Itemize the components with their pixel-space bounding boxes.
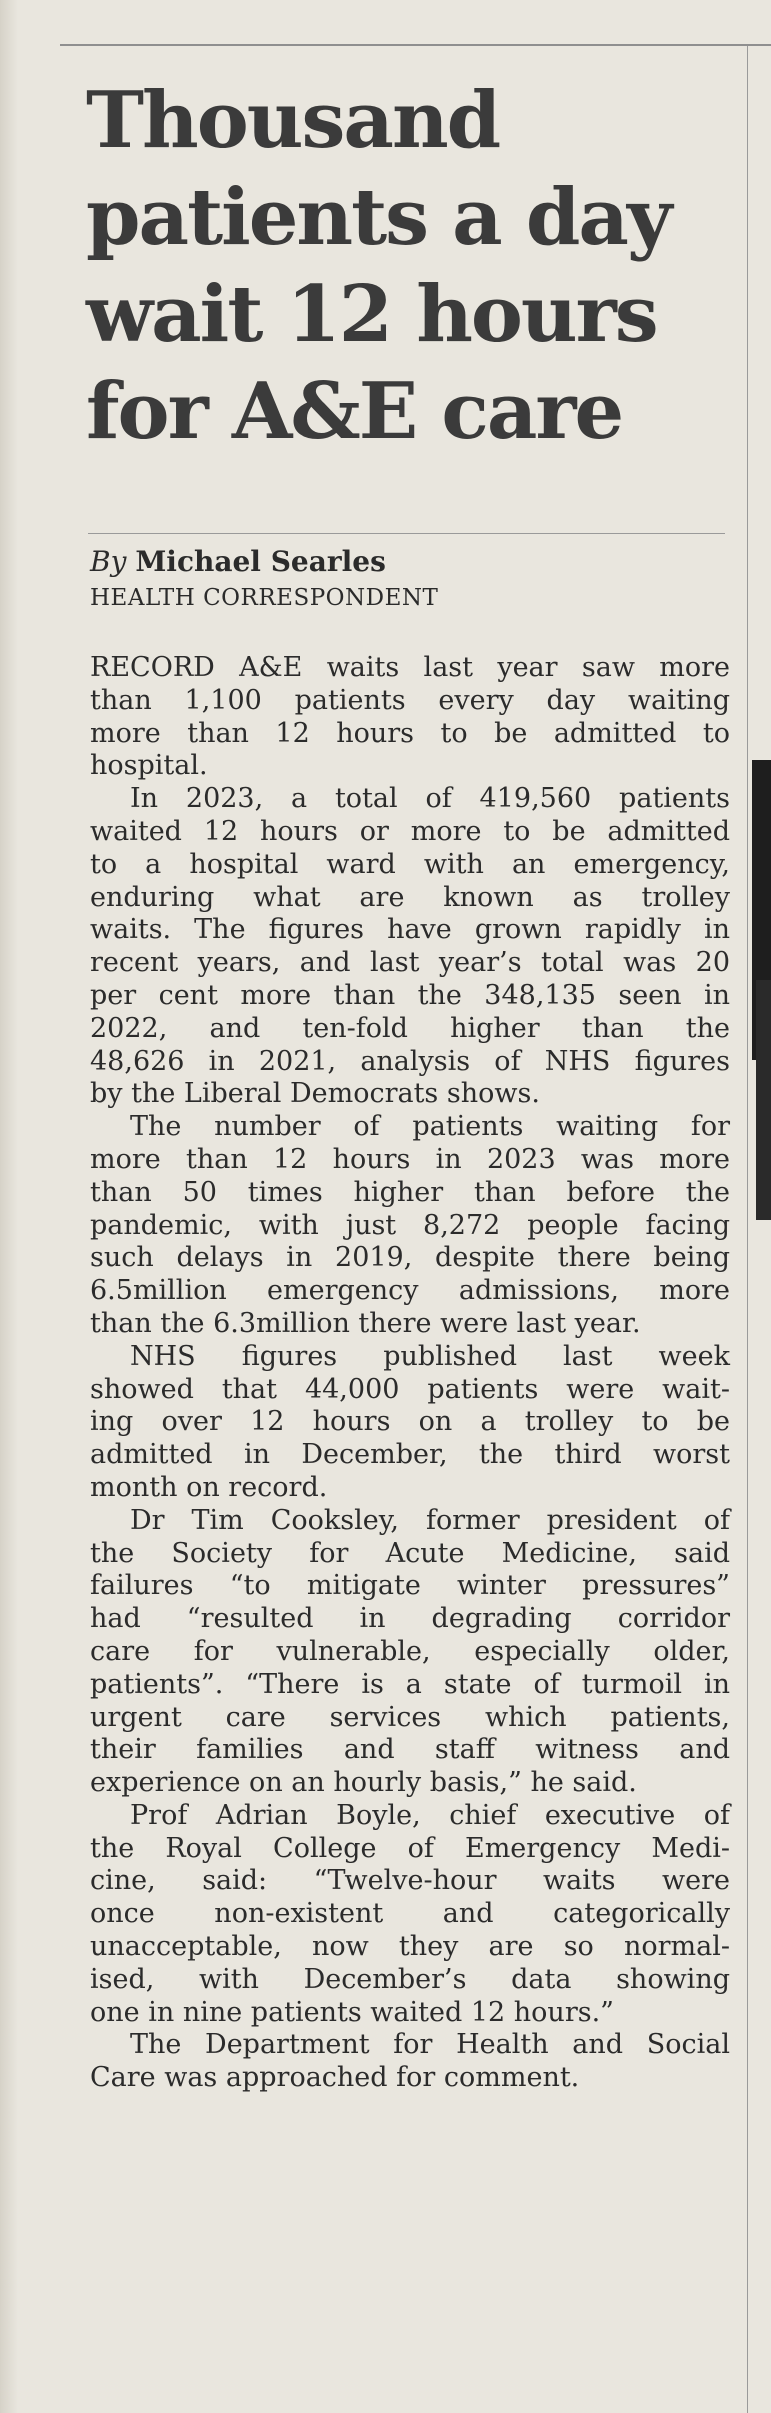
body-line: In 2023, a total of 419,560 patients [130,783,730,815]
body-line: experience on an hourly basis,” he said. [90,1767,637,1799]
body-line: ing over 12 hours on a trolley to be [90,1406,730,1438]
body-line: Dr Tim Cooksley, former president of [130,1504,730,1536]
body-line: than the 6.3million there were last year. [90,1307,641,1339]
body-line: NHS figures published last week [130,1340,730,1372]
body-line: urgent care services which patients, [90,1701,730,1733]
byline [90,545,730,579]
body-line: unacceptable, now they are so normal- [90,1931,730,1963]
body-line: The Department for Health and Social [130,2029,730,2061]
body-line: month on record. [90,1471,328,1503]
body-line: care for vulnerable, especially older, [90,1635,730,1667]
body-line: 48,626 in 2021, analysis of NHS figures [90,1045,730,1077]
byline-prefix: By [90,545,127,578]
body-line: The number of patients waiting for [130,1111,730,1143]
body-line: patients”. “There is a state of turmoil in [90,1668,730,1700]
body-line: per cent more than the 348,135 seen in [90,979,730,1011]
body-line: showed that 44,000 patients were wait- [90,1373,730,1405]
headline [86,72,726,460]
author-name: Michael Searles [135,545,386,578]
article-body [90,652,730,2095]
headline-line: wait 12 hours [86,269,657,360]
adjacent-column-shadow [756,980,771,1220]
body-line: more than 12 hours in 2023 was more [90,1143,730,1175]
body-line: Prof Adrian Boyle, chief executive of [130,1799,730,1831]
headline-line: patients a day [86,172,671,263]
body-line: than 50 times higher than before the [90,1176,730,1208]
author-role: HEALTH CORRESPONDENT [90,585,439,611]
body-line: to a hospital ward with an emergency, [90,848,730,880]
body-line: pandemic, with just 8,272 people facing [90,1209,730,1241]
body-line: waits. The figures have grown rapidly in [90,914,730,946]
body-line: hospital. [90,750,208,782]
column-rule [747,46,748,2413]
body-line: failures “to mitigate winter pressures” [90,1570,730,1602]
body-line: recent years, and last year’s total was 20 [90,947,730,979]
body-line: waited 12 hours or more to be admitted [90,815,730,847]
body-line: Care was approached for comment. [90,2062,580,2094]
body-line: the Society for Acute Medicine, said [90,1537,730,1569]
body-line: enduring what are known as trolley [90,881,730,913]
body-line: by the Liberal Democrats shows. [90,1078,540,1110]
body-line: once non-existent and categorically [90,1898,730,1930]
body-line: 2022, and ten-fold higher than the [90,1012,730,1044]
body-line: cine, said: “Twelve-hour waits were [90,1865,730,1897]
headline-rule [88,533,725,534]
body-line: had “resulted in degrading corridor [90,1603,730,1635]
body-line: admitted in December, the third worst [90,1439,730,1471]
body-line: 6.5million emergency admissions, more [90,1275,730,1307]
headline-line: Thousand [86,75,500,166]
top-rule [60,44,771,46]
body-line: their families and staff witness and [90,1734,730,1766]
body-line: than 1,100 patients every day waiting [90,684,730,716]
body-line: the Royal College of Emergency Medi- [90,1832,730,1864]
body-line: one in nine patients waited 12 hours.” [90,1996,614,2028]
page-edge [0,0,18,2413]
headline-line: for A&E care [86,366,623,457]
body-line: such delays in 2019, despite there being [90,1242,730,1274]
body-line: ised, with December’s data showing [90,1963,730,1995]
body-line: more than 12 hours to be admitted to [90,717,730,749]
body-line: RECORD A&E waits last year saw more [90,652,730,683]
